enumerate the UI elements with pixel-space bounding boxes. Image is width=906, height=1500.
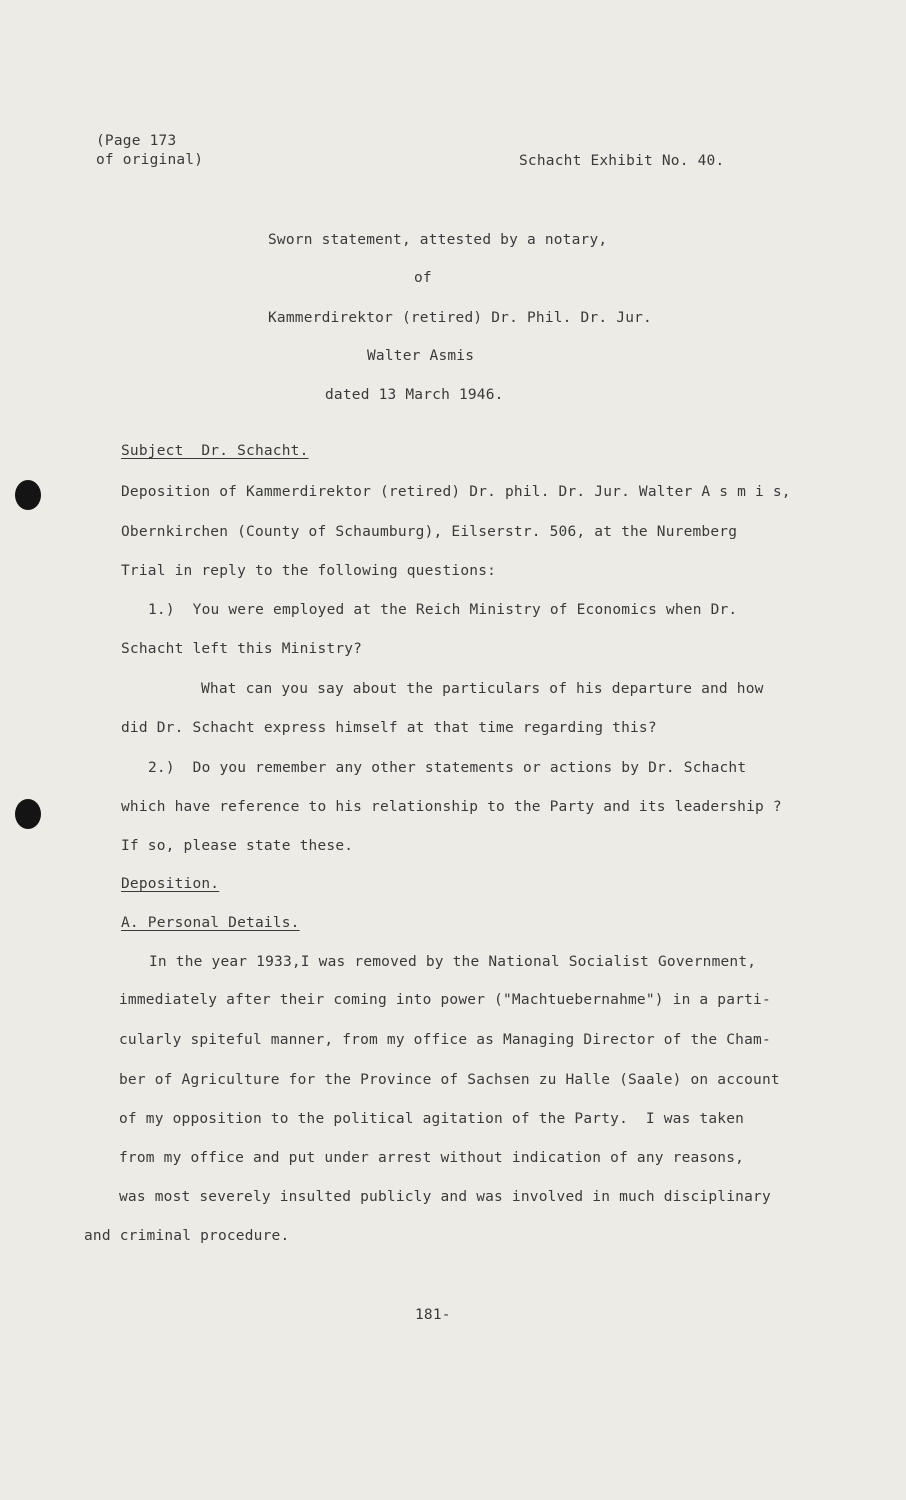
body-line: of my opposition to the political agitation of the Party. I was taken [119,1111,745,1127]
body-line: In the year 1933,I was removed by the National Socialist Government, [149,954,757,970]
body-line: ber of Agriculture for the Province of Sachsen zu Halle (Saale) on account [119,1072,780,1088]
question-line: If so, please state these. [121,838,354,854]
subject-heading: Subject Dr. Schacht. [121,443,309,459]
punch-hole-top [15,480,41,510]
intro-line: Trial in reply to the following questions: [121,563,497,579]
body-line: from my office and put under arrest without indication of any reasons, [119,1150,745,1166]
page-reference-line1: (Page 173 [96,133,177,149]
body-line: cularly spiteful manner, from my office as Managing Director of the Cham- [119,1032,771,1048]
title-line-5: dated 13 March 1946. [325,387,504,403]
question-line: Schacht left this Ministry? [121,641,363,657]
page-reference-line2: of original) [96,152,204,168]
personal-details-heading: A. Personal Details. [121,915,300,931]
punch-hole-bottom [15,799,41,829]
question-line: 1.) You were employed at the Reich Ministry of Economics when Dr. [148,602,738,618]
exhibit-label: Schacht Exhibit No. 40. [519,153,725,169]
question-line: did Dr. Schacht express himself at that time regarding this? [121,720,657,736]
deposition-heading: Deposition. [121,876,220,892]
intro-line: Obernkirchen (County of Schaumburg), Eilserstr. 506, at the Nuremberg [121,524,738,540]
body-line: was most severely insulted publicly and was involved in much disciplinary [119,1189,771,1205]
page-number: 181- [415,1307,451,1323]
title-line-2: of [414,270,432,286]
body-line: immediately after their coming into power ("Machtuebernahme") in a parti- [119,992,771,1008]
question-line: What can you say about the particulars of his departure and how [201,681,764,697]
question-line: which have reference to his relationship to the Party and its leadership ? [121,799,782,815]
title-line-3: Kammerdirektor (retired) Dr. Phil. Dr. Jur. [268,310,652,326]
title-line-4: Walter Asmis [367,348,475,364]
title-line-1: Sworn statement, attested by a notary, [268,232,608,248]
question-line: 2.) Do you remember any other statements or actions by Dr. Schacht [148,760,747,776]
body-line: and criminal procedure. [84,1228,290,1244]
intro-line: Deposition of Kammerdirektor (retired) Dr. phil. Dr. Jur. Walter A s m i s, [121,484,791,500]
